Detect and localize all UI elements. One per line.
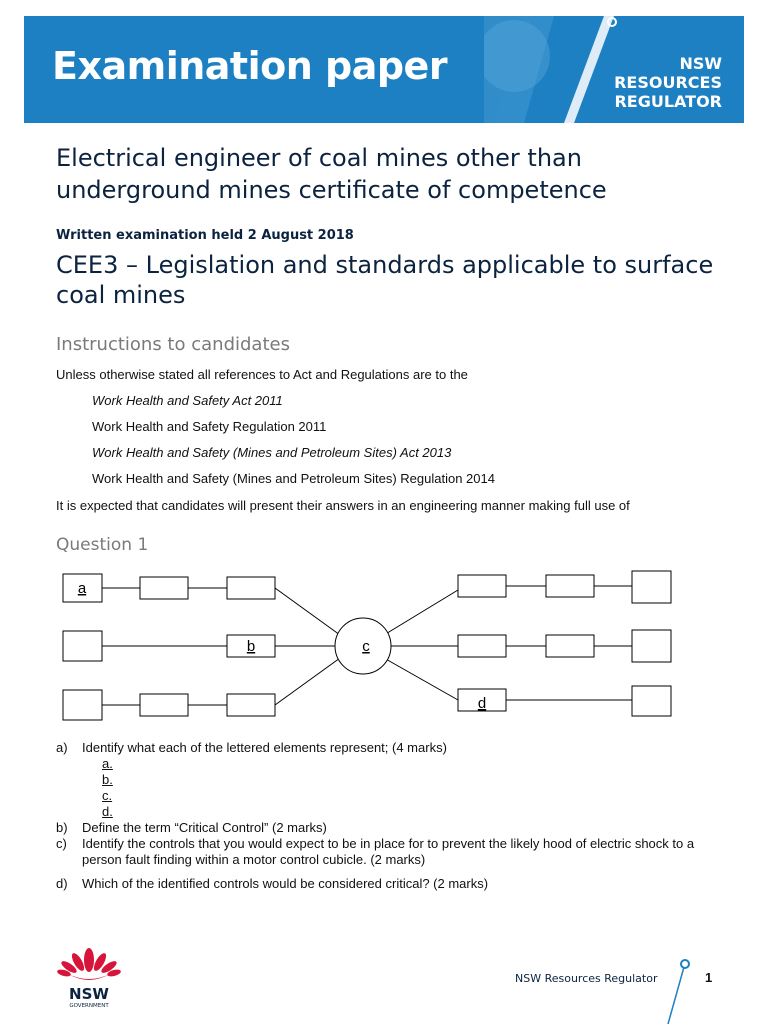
part-text: Identify what each of the lettered elements represent; (4 marks) [82, 740, 447, 755]
answer-line: a. [102, 756, 113, 771]
diagram-box [63, 690, 102, 720]
diagram-box [458, 635, 506, 657]
reference-item: Work Health and Safety Act 2011 [92, 393, 283, 408]
diagram-box [546, 635, 594, 657]
diagram-box [632, 686, 671, 716]
diagram-label-b: b [246, 638, 256, 655]
question-part-d [56, 876, 716, 892]
diagram-box [458, 575, 506, 597]
reference-item: Work Health and Safety Regulation 2011 [92, 419, 327, 434]
part-label: b) [56, 820, 68, 835]
wordmark-line-2: RESOURCES [614, 73, 722, 92]
part-text: Which of the identified controls would be considered critical? (2 marks) [82, 876, 489, 891]
subject-title: CEE3 – Legislation and standards applicable to surface coal mines [56, 251, 714, 309]
question-part-a [56, 740, 716, 756]
instructions-expectation: It is expected that candidates will present their answers in an engineering manner making full use of [56, 498, 630, 513]
diagram-label-c: c [362, 638, 370, 655]
wordmark-line-1: NSW [679, 54, 722, 73]
answer-line: c. [102, 788, 113, 803]
instructions-intro: Unless otherwise stated all references to Act and Regulations are to the [56, 367, 468, 382]
diagram-box [546, 575, 594, 597]
diagram-label-d: d [477, 695, 487, 712]
footer-org: NSW Resources Regulator [515, 972, 658, 985]
question-part-c [56, 836, 716, 868]
diagram-box [140, 694, 188, 716]
part-text: Define the term “Critical Control” (2 marks) [82, 820, 327, 835]
diagram-box [227, 577, 275, 599]
exam-date: Written examination held 2 August 2018 [56, 228, 354, 243]
diagram-box [227, 694, 275, 716]
reference-item: Work Health and Safety (Mines and Petroleum Sites) Regulation 2014 [92, 471, 495, 486]
document-title: Electrical engineer of coal mines other than underground mines certificate of competence [56, 144, 607, 204]
diagram-box [63, 631, 102, 661]
header-banner [24, 16, 744, 123]
diagram-box [632, 571, 671, 603]
instructions-heading: Instructions to candidates [56, 334, 290, 355]
regulator-wordmark [614, 54, 722, 111]
logo-wordmark: NSW [69, 985, 109, 1003]
part-label: d) [56, 876, 68, 891]
answer-list [56, 756, 716, 820]
network-diagram [0, 560, 768, 730]
footer-decoration [660, 955, 700, 1024]
answer-line: d. [102, 804, 113, 819]
reference-item: Work Health and Safety (Mines and Petroleum Sites) Act 2013 [92, 445, 452, 460]
answer-line: b. [102, 772, 113, 787]
part-label: c) [56, 836, 67, 851]
wordmark-line-3: REGULATOR [614, 92, 722, 111]
logo-subtext: GOVERNMENT [69, 1003, 109, 1009]
diagram-box [140, 577, 188, 599]
question-1-heading: Question 1 [56, 535, 149, 555]
diagram-label-a: a [77, 580, 87, 597]
part-label: a) [56, 740, 68, 755]
part-text: Identify the controls that you would expect to be in place for to prevent the likely hood of electric shock to a person fault finding within a motor control cubicle. (2 marks) [82, 836, 695, 867]
page-number: 1 [705, 970, 713, 985]
banner-title: Examination paper [52, 44, 448, 88]
diagram-box [632, 630, 671, 662]
question-part-b [56, 820, 716, 836]
question-1-parts [56, 740, 716, 892]
nsw-government-logo [54, 940, 124, 1010]
